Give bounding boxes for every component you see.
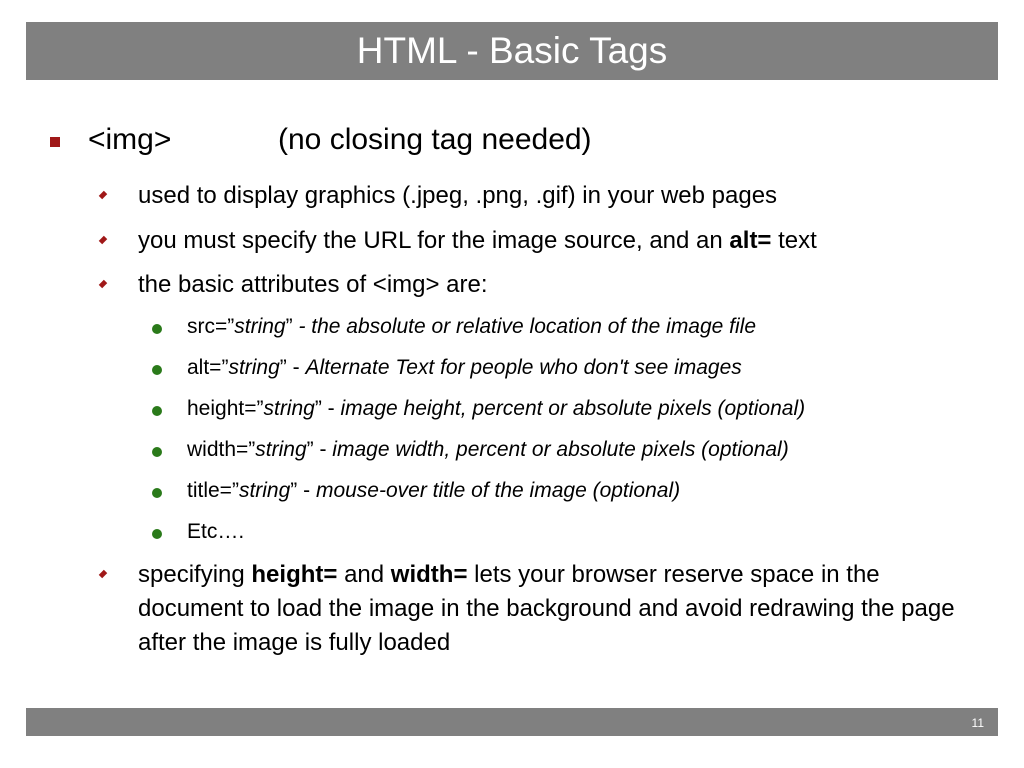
diamond-bullet-icon	[99, 236, 107, 244]
diamond-bullet-icon	[99, 280, 107, 288]
dot-bullet-icon	[152, 365, 162, 375]
dot-bullet-icon	[152, 529, 162, 539]
point-text: used to display graphics (.jpeg, .png, .gif) in your web pages	[138, 182, 778, 209]
page-number: 11	[971, 716, 984, 730]
footer-bar	[26, 708, 998, 736]
attribute-text: width=”string” - image width, percent or absolute pixels (optional)	[187, 438, 789, 461]
main-bullet-tag: <img>	[88, 123, 172, 156]
dot-bullet-icon	[152, 324, 162, 334]
etc-text: Etc….	[187, 520, 245, 543]
attribute-text: alt=”string” - Alternate Text for people who don't see images	[187, 356, 742, 379]
point-text: the basic attributes of <img> are:	[138, 271, 488, 298]
diamond-bullet-icon	[99, 570, 107, 578]
point-text: you must specify the URL for the image source, and an alt= text	[138, 227, 817, 254]
dot-bullet-icon	[152, 406, 162, 416]
dot-bullet-icon	[152, 447, 162, 457]
point-text: specifying height= and width= lets your browser reserve space in the document to load the image in the background and avoid redrawing the page after the image is fully loaded	[138, 561, 955, 656]
attribute-text: height=”string” - image height, percent or absolute pixels (optional)	[187, 397, 806, 420]
diamond-bullet-icon	[99, 191, 107, 199]
width-keyword: width=	[390, 561, 468, 588]
slide-title: HTML - Basic Tags	[356, 30, 668, 71]
attribute-text: src=”string” - the absolute or relative location of the image file	[187, 315, 757, 338]
dot-bullet-icon	[152, 488, 162, 498]
height-keyword: height=	[251, 561, 338, 588]
title-bar	[26, 22, 998, 80]
attribute-text: title=”string” - mouse-over title of the image (optional)	[187, 479, 681, 502]
alt-keyword: alt=	[729, 227, 772, 254]
square-bullet-icon	[50, 137, 60, 147]
main-bullet-note: (no closing tag needed)	[278, 123, 592, 156]
